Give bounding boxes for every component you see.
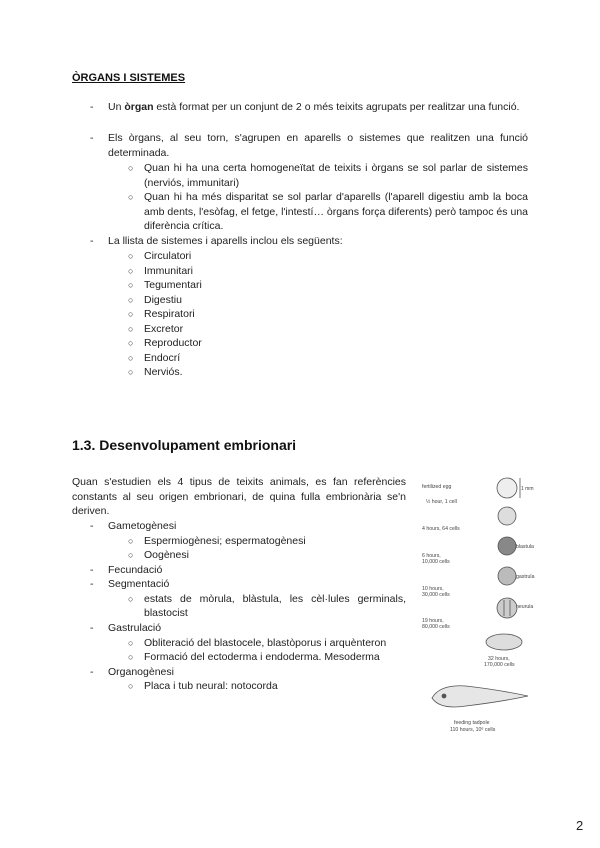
morula-drawing [498,507,516,525]
label-tadpole: feeding tadpole [454,720,490,726]
sub-bullet-sistemes: Quan hi ha una certa homogeneïtat de teixits i òrgans se sol parlar de sistemes (nerviós, immunitari) [144,162,528,189]
label-stage4a: 10 hours, [422,586,444,592]
bullet-organ-bold: òrgan [124,101,154,113]
section-heading-embryonic: 1.3. Desenvolupament embrionari [72,437,297,453]
blastula-drawing [498,537,516,555]
sub-bullet-circle: ○ [128,192,134,202]
embryo-32h-drawing [486,634,522,650]
fertilized-egg-drawing [497,478,517,498]
item-gastrulacio: Gastrulació [108,622,162,634]
label-stage6b: 170,000 cells [484,662,515,668]
label-stage6a: 32 hours, [488,656,510,662]
gastrula-drawing [498,567,516,585]
sub-bullet-circle: ○ [128,352,134,363]
label-stage4b: 30,000 cells [422,592,450,598]
sub-estats: estats de mòrula, blàstula, les cèl·lules germinals, blastocist [144,592,406,619]
sub-bullet-circle: ○ [128,593,134,604]
label-stage3b: 10,000 cells [422,559,450,565]
bullet-organ [108,100,528,115]
bullet-dash: - [90,622,94,634]
system-item: Immunitari [144,264,194,277]
label-neurula: neurula [516,604,534,610]
system-item: Tegumentari [144,279,202,291]
sub-bullet-circle: ○ [128,681,134,691]
label-fertilized-egg: fertilized egg [422,484,452,490]
sub-bullet-circle: ○ [128,323,134,334]
sub-placa: Placa i tub neural: notocorda [144,680,278,692]
label-stage2: 4 hours, 64 cells [422,526,460,532]
system-item: Circulatori [144,250,192,262]
sub-bullet-circle: ○ [128,338,134,348]
label-stage5a: 19 hours, [422,618,444,624]
sub-bullet-circle: ○ [128,265,134,276]
item-segmentacio: Segmentació [108,578,170,590]
bullet-dash: - [90,563,94,576]
sub-bullet-aparells: Quan hi ha més disparitat se sol parlar d'aparells (l'aparell digestiu amb la boca amb dents, l'esòfag, el fetge, l'intestí… òrgans força diferents) però tampoc és una diferència crítica. [144,191,528,232]
system-item: Respiratori [144,308,195,320]
sub-bullet-circle: ○ [128,294,134,305]
sub-espermiogenesi: Espermiogènesi; espermatogènesi [144,534,306,547]
sub-oogenesi: Oogènesi [144,549,189,561]
item-fecundacio: Fecundació [108,563,163,576]
sub-bullet-circle: ○ [128,637,134,648]
neurula-drawing [497,598,517,618]
section-title-organs: ÒRGANS I SISTEMES [72,72,186,84]
sub-bullet-circle: ○ [128,652,134,662]
bullet-organs-systems: Els òrgans, al seu torn, s'agrupen en aparells o sistemes que realitzen una funció determinada. [108,132,528,159]
item-gametogenesi: Gametogènesi [108,520,177,532]
bullet-dash: - [90,132,94,144]
bullet-organ-pre: Un [108,101,125,113]
bullet-dash: - [90,235,94,247]
sub-formacio: Formació del ectoderma i endoderma. Mesoderma [144,651,380,663]
item-organogenesi: Organogènesi [108,665,174,678]
bullet-dash: - [90,578,94,590]
bullet-dash: - [90,520,94,532]
system-item: Digestiu [144,293,182,306]
sub-bullet-circle: ○ [128,550,134,560]
sub-bullet-circle: ○ [128,309,134,319]
label-blastula: blastula [516,544,534,550]
bullet-dash: - [90,101,94,113]
sub-bullet-circle: ○ [128,163,134,173]
intro-paragraph: Quan s'estudien els 4 tipus de teixits animals, es fan referències constants al seu origen embrionari, de quina fulla embrionària se'n deriven. [72,476,406,517]
label-stage5b: 80,000 cells [422,624,450,630]
label-stage3a: 6 hours, [422,553,441,559]
sub-bullet-circle: ○ [128,280,134,290]
sub-obliteracio: Obliteració del blastocele, blastòporus i arquènteron [144,636,387,649]
system-item: Excretor [144,322,184,335]
bullet-dash: - [90,665,94,678]
label-scale: 1 mm [521,486,534,492]
bullet-organ-post: està format per un conjunt de 2 o més teixits agrupats per realitzar una funció. [153,101,520,113]
sub-bullet-circle: ○ [128,535,134,546]
label-gastrula: gastrula [516,574,535,580]
system-item: Reproductor [144,337,202,349]
embryo-development-figure [420,470,535,742]
sub-bullet-circle: ○ [128,251,134,261]
sub-bullet-circle: ○ [128,367,134,377]
page-number: 2 [576,818,584,833]
label-tadpole-stage: 110 hours, 10⁶ cells [450,727,496,733]
label-stage1: ½ hour, 1 cell [426,499,457,505]
system-item: Nerviós. [144,366,183,378]
bullet-systems-list-intro: La llista de sistemes i aparells inclou els següents: [108,235,343,247]
tadpole-drawing [432,686,528,707]
system-item: Endocrí [144,351,181,364]
